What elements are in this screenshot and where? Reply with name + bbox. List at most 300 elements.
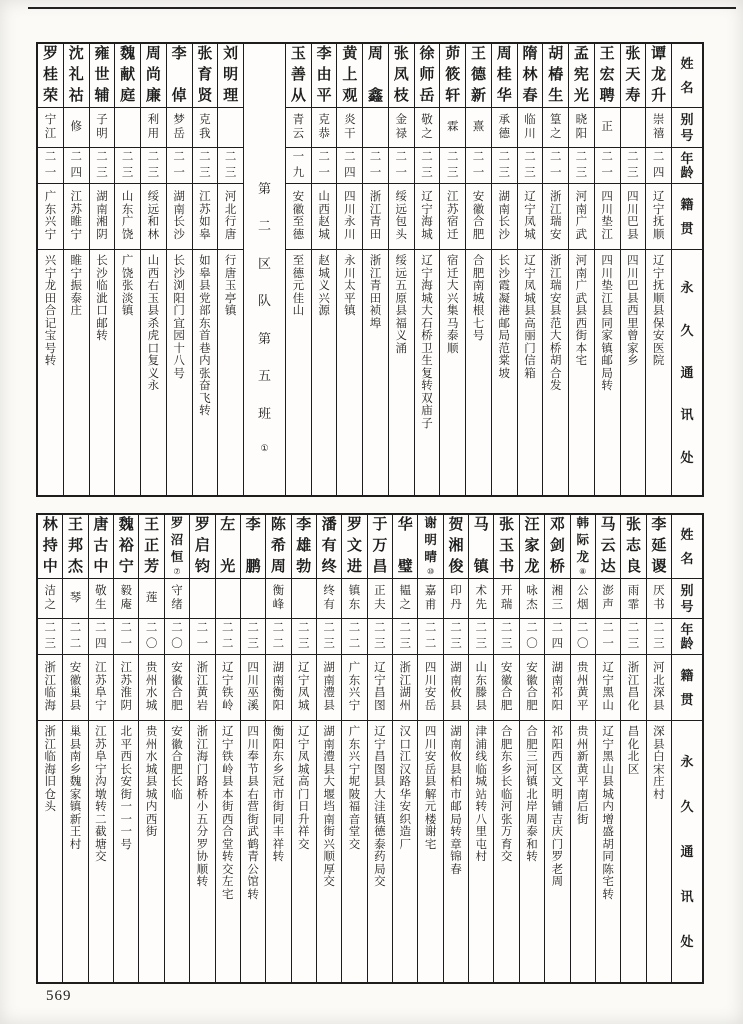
- glyph: 邮: [450, 801, 462, 813]
- glyph: 安: [549, 292, 562, 305]
- glyph: 田: [369, 292, 382, 305]
- address-cell: [312, 250, 337, 495]
- glyph: 沙: [173, 267, 185, 280]
- glyph: 安: [424, 687, 437, 699]
- alias-cell: [393, 579, 417, 619]
- name-cell: [543, 44, 568, 108]
- glyph: 理: [223, 88, 239, 104]
- glyph: 湘: [448, 538, 464, 554]
- alias-cell: [167, 108, 192, 148]
- glyph: 茆: [445, 46, 461, 62]
- glyph: 泚: [96, 292, 108, 305]
- glyph: 埠: [369, 317, 382, 330]
- glyph: 临: [524, 113, 536, 126]
- glyph: 东: [44, 203, 57, 216]
- glyph: 转: [221, 851, 234, 863]
- glyph: 正: [601, 120, 613, 133]
- glyph: 三: [575, 167, 588, 179]
- glyph: 武: [575, 292, 588, 305]
- glyph: 三: [44, 638, 56, 650]
- glyph: 宁: [602, 674, 614, 687]
- glyph: 二: [95, 621, 107, 634]
- glyph: 武: [247, 826, 259, 838]
- age-cell: [90, 148, 115, 184]
- alias-cell: [415, 108, 440, 148]
- glyph: 镇: [348, 584, 361, 597]
- glyph: 谢: [424, 516, 437, 530]
- glyph: 浏: [173, 280, 185, 292]
- glyph: 宁: [374, 738, 386, 751]
- glyph: 巴: [627, 216, 639, 228]
- person-column: [113, 515, 138, 982]
- glyph: 正: [144, 538, 160, 554]
- glyph: 源: [318, 305, 330, 317]
- glyph: 二: [257, 218, 271, 234]
- name-cell: [141, 44, 166, 108]
- age-cell: [418, 619, 442, 655]
- glyph: 增: [602, 813, 614, 826]
- glyph: 第: [257, 330, 271, 346]
- glyph: 城: [472, 292, 485, 305]
- glyph: 家: [69, 788, 82, 801]
- glyph: 南: [575, 267, 588, 280]
- glyph: 镇: [224, 305, 237, 317]
- glyph: 李: [171, 46, 187, 62]
- glyph: 阳: [272, 699, 285, 712]
- native-place-cell: [571, 655, 595, 721]
- glyph: 贵: [145, 662, 158, 674]
- glyph: 临: [96, 280, 108, 292]
- native-place-cell: [368, 655, 392, 721]
- glyph: 李: [651, 517, 667, 533]
- glyph: 二: [602, 621, 614, 634]
- address-cell: [167, 250, 192, 495]
- glyph: 志: [625, 538, 641, 554]
- glyph: 沙: [498, 228, 510, 241]
- age-cell: [518, 148, 543, 184]
- glyph: 岳: [424, 699, 437, 712]
- glyph: 有: [321, 538, 337, 554]
- glyph: 临: [171, 788, 183, 801]
- name-cell: [596, 515, 620, 579]
- alias-cell: [342, 579, 366, 619]
- glyph: 小: [196, 801, 209, 813]
- glyph: 长: [500, 776, 513, 788]
- glyph: 县: [475, 699, 488, 712]
- glyph: 巷: [199, 342, 211, 355]
- name-cell: [90, 44, 115, 108]
- glyph: 二: [224, 150, 237, 163]
- name-cell: [415, 44, 440, 108]
- glyph: 陂: [348, 788, 361, 801]
- alias-cell: [363, 108, 388, 148]
- glyph: 长: [498, 216, 510, 228]
- alias-cell: [218, 108, 243, 148]
- glyph: 宁: [44, 267, 57, 280]
- glyph: 湘: [551, 584, 564, 597]
- glyph: 之: [421, 128, 433, 140]
- glyph: 湘: [96, 216, 108, 228]
- header-age: [672, 148, 702, 184]
- glyph: 飞: [199, 392, 211, 405]
- glyph: 里: [475, 826, 488, 838]
- header-column: [671, 44, 702, 495]
- glyph: 贺: [448, 517, 464, 533]
- glyph: 湖: [498, 191, 510, 203]
- glyph: 声: [602, 599, 614, 611]
- glyph: 二: [526, 621, 538, 634]
- glyph: 二: [399, 621, 411, 634]
- glyph: 大: [549, 330, 562, 342]
- glyph: 名: [680, 80, 694, 95]
- native-place-cell: [569, 184, 594, 250]
- glyph: 苏: [447, 203, 459, 216]
- glyph: 丰: [272, 826, 285, 838]
- glyph: 杰: [68, 559, 84, 575]
- glyph: 青: [369, 216, 382, 228]
- glyph: 平: [120, 738, 133, 751]
- glyph: 宁: [298, 738, 310, 751]
- glyph: 周: [551, 876, 564, 888]
- glyph: 苏: [95, 738, 107, 751]
- glyph: 吉: [551, 813, 564, 826]
- glyph: 利: [147, 113, 160, 126]
- native-place-cell: [492, 184, 517, 250]
- native-place-cell: [466, 184, 491, 250]
- glyph: 贯: [680, 692, 694, 708]
- glyph: 街: [145, 826, 158, 838]
- glyph: 高: [298, 776, 310, 788]
- person-column: [392, 515, 417, 982]
- glyph: 二: [145, 621, 158, 634]
- glyph: 水: [145, 751, 158, 763]
- glyph: 昌: [627, 687, 640, 699]
- age-cell: [492, 148, 517, 184]
- address-cell: [415, 250, 440, 495]
- name-cell: [492, 44, 517, 108]
- glyph: 兴: [323, 838, 335, 851]
- glyph: 持: [42, 538, 58, 554]
- glyph: 城: [145, 763, 158, 776]
- glyph: 东: [272, 751, 285, 763]
- glyph: 魏: [118, 517, 134, 533]
- glyph: 三: [399, 638, 411, 650]
- glyph: 本: [575, 342, 588, 355]
- glyph: 承: [498, 113, 510, 126]
- glyph: 化: [627, 699, 640, 712]
- glyph: 徽: [526, 674, 538, 687]
- glyph: 交: [323, 876, 335, 888]
- glyph: 二: [424, 621, 437, 634]
- glyph: 江: [95, 662, 107, 674]
- glyph: 丹: [450, 599, 462, 611]
- glyph: 绥: [395, 255, 408, 267]
- glyph: 号: [120, 838, 133, 851]
- glyph: 云: [292, 128, 305, 140]
- glyph: 平: [344, 292, 356, 305]
- glyph: 处: [680, 934, 694, 949]
- glyph: 谢: [424, 826, 437, 838]
- glyph: 湖: [323, 662, 335, 674]
- glyph: 垫: [601, 216, 613, 228]
- native-place-cell: [292, 655, 316, 721]
- glyph: 元: [424, 801, 437, 813]
- glyph: 家: [627, 342, 639, 355]
- glyph: 宁: [221, 738, 234, 751]
- glyph: 州: [399, 699, 411, 712]
- alias-cell: [337, 108, 362, 148]
- glyph: 县: [627, 228, 639, 241]
- glyph: 东: [199, 317, 211, 330]
- glyph: 浦: [475, 738, 488, 751]
- glyph: 队: [257, 293, 271, 309]
- glyph: 宁: [348, 699, 361, 712]
- glyph: 号: [173, 367, 185, 380]
- address-cell: [241, 721, 265, 982]
- glyph: 辽: [602, 726, 614, 738]
- glyph: 海: [44, 699, 56, 712]
- glyph: 棠: [498, 355, 510, 367]
- glyph: 徽: [171, 674, 183, 687]
- glyph: 华: [399, 788, 411, 801]
- glyph: 通: [680, 844, 694, 859]
- glyph: 城: [145, 788, 158, 801]
- alias-cell: [543, 108, 568, 148]
- glyph: 三: [96, 167, 108, 179]
- alias-cell: [89, 579, 113, 619]
- glyph: 安: [399, 801, 411, 813]
- alias-cell: [571, 579, 595, 619]
- address-cell: [444, 721, 468, 982]
- glyph: 分: [196, 826, 209, 838]
- glyph: 号: [472, 330, 485, 342]
- address-cell: [218, 250, 243, 495]
- glyph: 厌: [653, 584, 665, 597]
- glyph: 临: [500, 788, 513, 801]
- glyph: 升: [651, 88, 667, 104]
- glyph: 水: [145, 687, 158, 699]
- glyph: 河: [500, 801, 513, 813]
- glyph: 县: [601, 305, 613, 317]
- glyph: 安: [171, 662, 183, 674]
- glyph: 二: [369, 150, 382, 163]
- glyph: 岳: [173, 128, 185, 140]
- glyph: 魏: [120, 46, 136, 62]
- glyph: 江: [399, 674, 411, 687]
- age-cell: [63, 619, 87, 655]
- native-place-cell: [114, 655, 138, 721]
- native-place-cell: [165, 655, 189, 721]
- glyph: 河: [526, 763, 538, 776]
- glyph: 桥: [549, 342, 562, 355]
- glyph: 毅: [120, 584, 133, 597]
- person-column: [594, 44, 620, 495]
- glyph: 二: [447, 150, 459, 163]
- glyph: 剑: [549, 538, 565, 554]
- glyph: 尚: [145, 67, 161, 83]
- glyph: 观: [342, 88, 358, 104]
- glyph: 黄: [196, 687, 209, 699]
- address-cell: [64, 250, 89, 495]
- native-place-cell: [342, 655, 366, 721]
- age-cell: [218, 148, 243, 184]
- alias-cell: [317, 579, 341, 619]
- glyph: 区: [257, 255, 271, 271]
- person-column: [388, 44, 414, 495]
- glyph: 川: [627, 203, 639, 216]
- glyph: 二: [653, 621, 665, 634]
- address-cell: [286, 250, 311, 495]
- glyph: 希: [270, 538, 286, 554]
- glyph: 铁: [221, 687, 234, 699]
- glyph: 头: [44, 801, 56, 813]
- glyph: 万: [372, 538, 388, 554]
- age-cell: [241, 619, 265, 655]
- glyph: 讯: [680, 407, 694, 423]
- glyph: 福: [348, 801, 361, 813]
- address-cell: [114, 721, 138, 982]
- glyph: 升: [298, 813, 310, 826]
- glyph: 汉: [399, 763, 411, 776]
- address-cell: [389, 250, 414, 495]
- name-cell: [292, 515, 316, 579]
- glyph: 张: [197, 46, 213, 62]
- name-cell: [114, 515, 138, 579]
- glyph: 山: [602, 699, 614, 712]
- glyph: 南: [576, 788, 589, 801]
- address-cell: [266, 721, 290, 982]
- glyph: 苏: [199, 203, 211, 216]
- glyph: 泰: [526, 826, 538, 838]
- glyph: 师: [419, 67, 435, 83]
- glyph: 肥: [171, 763, 183, 776]
- glyph: 二: [44, 621, 56, 634]
- glyph: 苏: [70, 203, 82, 216]
- glyph: 虎: [147, 330, 160, 342]
- glyph: 兴: [318, 292, 330, 305]
- header-address: [672, 250, 702, 495]
- glyph: 转: [199, 405, 211, 417]
- glyph: 马: [447, 317, 459, 330]
- glyph: 辽: [652, 255, 665, 267]
- glyph: 南: [551, 674, 564, 687]
- glyph: 临: [44, 687, 56, 699]
- glyph: 织: [399, 813, 411, 826]
- glyph: 江: [196, 738, 209, 751]
- glyph: 轩: [445, 88, 461, 104]
- glyph: 阜: [95, 751, 107, 763]
- glyph: 永: [344, 255, 356, 267]
- glyph: 湖: [272, 662, 285, 674]
- glyph: 贯: [680, 221, 694, 237]
- glyph: 炎: [344, 113, 356, 126]
- glyph: 二: [374, 621, 386, 634]
- glyph: 庵: [120, 599, 133, 611]
- glyph: 川: [424, 738, 437, 751]
- glyph: 沙: [96, 267, 108, 280]
- glyph: 湖: [399, 687, 411, 699]
- glyph: 寿: [625, 88, 641, 104]
- glyph: 崇: [652, 113, 665, 126]
- glyph: 药: [374, 851, 386, 863]
- glyph: 昌: [627, 726, 640, 738]
- glyph: 青: [247, 851, 259, 863]
- alias-cell: [492, 108, 517, 148]
- glyph: 肥: [472, 267, 485, 280]
- glyph: 镇: [473, 559, 489, 575]
- age-cell: [469, 619, 493, 655]
- glyph: 庭: [120, 88, 136, 104]
- glyph: 一: [395, 167, 408, 179]
- glyph: 二: [69, 638, 82, 650]
- address-cell: [317, 721, 341, 982]
- glyph: 丽: [524, 330, 536, 342]
- age-cell: [440, 148, 465, 184]
- glyph: 二: [472, 150, 485, 163]
- glyph: 二: [627, 150, 639, 163]
- person-column: [114, 44, 140, 495]
- name-cell: [165, 515, 189, 579]
- glyph: 后: [576, 801, 589, 813]
- age-cell: [569, 148, 594, 184]
- glyph: 书: [499, 559, 515, 575]
- glyph: 勃: [296, 559, 312, 575]
- glyph: 峰: [272, 599, 285, 611]
- alias-cell: [38, 108, 63, 148]
- glyph: 县: [147, 305, 160, 317]
- age-cell: [543, 148, 568, 184]
- glyph: 山: [318, 191, 330, 203]
- glyph: 范: [549, 317, 562, 330]
- glyph: 一: [120, 638, 133, 650]
- glyph: 周: [368, 46, 384, 62]
- glyph: 罗: [196, 838, 209, 851]
- name-cell: [337, 44, 362, 108]
- glyph: 龙: [576, 550, 589, 564]
- glyph: 张: [625, 517, 641, 533]
- glyph: 城: [475, 776, 488, 788]
- glyph: 县: [323, 699, 335, 712]
- glyph: 久: [680, 322, 694, 338]
- glyph: 岳: [424, 763, 437, 776]
- glyph: 城: [421, 292, 433, 305]
- glyph: 二: [450, 621, 462, 634]
- glyph: 化: [627, 738, 640, 751]
- glyph: 启: [194, 538, 210, 554]
- alias-cell: [418, 579, 442, 619]
- glyph: 凤: [524, 280, 536, 292]
- native-place-cell: [115, 184, 140, 250]
- glyph: 深: [653, 687, 665, 699]
- glyph: 高: [524, 317, 536, 330]
- glyph: 三: [421, 167, 433, 179]
- glyph: 澧: [323, 751, 335, 763]
- glyph: 三: [121, 167, 134, 179]
- glyph: 远: [147, 203, 160, 216]
- glyph: 东: [348, 738, 361, 751]
- glyph: 宁: [348, 763, 361, 776]
- glyph: 李: [245, 517, 261, 533]
- glyph: 倬: [171, 88, 187, 104]
- glyph: 太: [344, 280, 356, 292]
- glyph: 文: [551, 776, 564, 788]
- glyph: 宁: [524, 203, 536, 216]
- glyph: 辅: [94, 88, 110, 104]
- glyph: 同: [272, 813, 285, 826]
- glyph: 二: [272, 638, 285, 650]
- glyph: 衡: [272, 687, 285, 699]
- glyph: 厂: [399, 838, 411, 851]
